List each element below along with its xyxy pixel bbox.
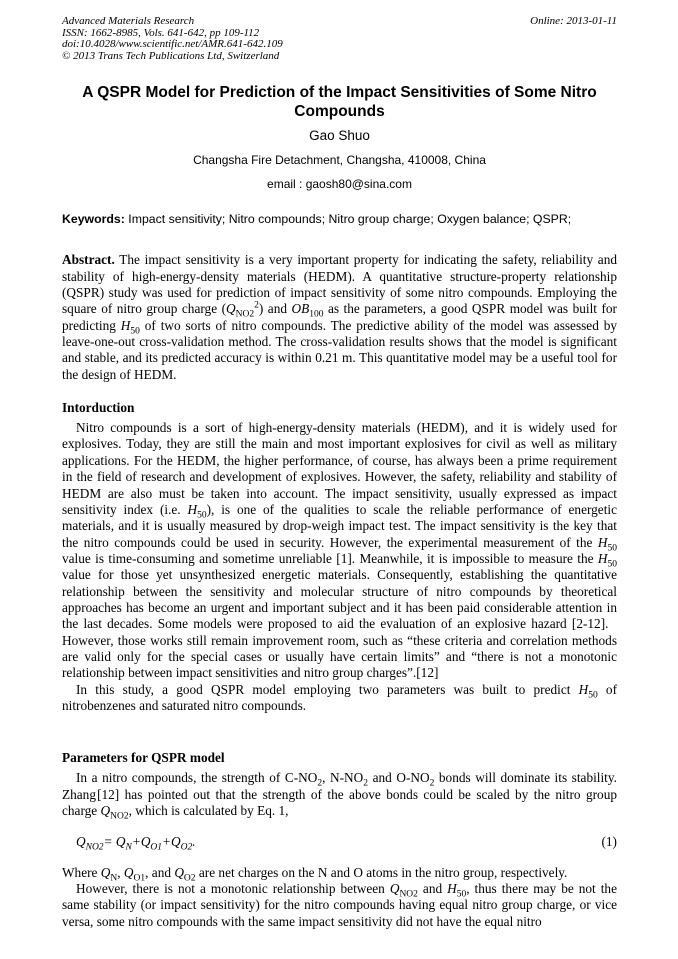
journal-header xyxy=(62,16,617,62)
parameters-paragraph-1: In a nitro compounds, the strength of $C-NO_2$, $N-NO_2$ and $O-NO_2$ bonds will dominate its stability. Zhang [12] has pointed out that the strength of the above bonds could be scaled by the nitro group charge $Q_{NO2}$, which is calculated by Eq. 1, xyxy=(62,770,617,822)
section-heading-introduction: Intorduction xyxy=(62,400,135,416)
parameters-paragraph-where: Where $Q_N$, $Q_{O1}$, and $Q_{O2}$ are net charges on the N and O atoms in the nitro group, respectively. xyxy=(62,864,568,884)
equation-1-body: $Q_{NO2}= Q_N+Q_{O1}+Q_{O2}$. xyxy=(76,834,196,853)
author-name: Gao Shuo xyxy=(309,128,370,144)
paper-title: A QSPR Model for Prediction of the Impact Sensitivities of Some Nitro Compounds xyxy=(82,84,597,121)
copyright-line: © 2013 Trans Tech Publications Ltd, Switzerland xyxy=(62,49,280,62)
journal-name: Advanced Materials Research xyxy=(62,15,195,27)
intro-paragraph-2: In this study, a good QSPR model employing two parameters was built to predict $H_{50}$ of nitrobenzenes and saturated nitro compounds. xyxy=(62,681,617,713)
parameters-paragraph-however: However, there is not a monotonic relationship between $Q_{NO2}$ and $H_{50}$, thus there may be not the same stability (or impact sensitivity) for the nitro compounds having equal nitro group charge, or vice versa, some nitro compounds with the same impact sensitivity did not have the equal nitro xyxy=(62,881,617,929)
abstract-paragraph xyxy=(62,252,617,383)
section-heading-parameters: Parameters for QSPR model xyxy=(62,750,225,766)
doi-line: doi:10.4028/www.scientific.net/AMR.641-642.109 xyxy=(62,38,283,51)
keywords-line xyxy=(62,212,617,227)
online-date: Online: 2013-01-11 xyxy=(530,15,617,27)
intro-paragraph-1: Nitro compounds is a sort of high-energy-density materials (HEDM), and it is widely used for explosives. Today, they are still the main and most important explosives for civil as well as military applications. For the HEDM, the higher performance, of course, has always been a prime requirement in the field of research and development of explosives. However, the safety, reliability and stability of HEDM are also must be taken into account. The impact sensitivity, usually expressed as impact sensitivity index (i.e. $H_{50}$), is one of the qualities to scale the reliable performance of energetic materials, and it is usually measured by drop-weigh impact test. The impact sensitivity is the key that the nitro compounds could be used in security. However, the experimental measurement of the $H_{50}$ value is time-consuming and sometime unreliable [1]. Meanwhile, it is impossible to measure the $H_{50}$ value for those yet unsynthesized energetic materials. Consequently, establishing the quantitative relationship between the sensitivity and molecular structure of nitro compounds by theoretical approaches has become an urgent and important subject and it has been paid considerable attention in the last decades. Some models were proposed to aid the evaluation of an explosive hazard [2-12]. However, those works still remain improvement room, such as “these criteria and correlation methods are valid only for the special cases or usually have certain limits” and “there is not a monotonic relationship between impact sensitivities and nitro group charges”.[12] xyxy=(62,420,617,681)
issn-line: ISSN: 1662-8985, Vols. 641-642, pp 109-112 xyxy=(62,26,260,39)
equation-1-number: (1) xyxy=(601,834,617,850)
keywords-text: Impact sensitivity; Nitro compounds; Nitro group charge; Oxygen balance; QSPR; xyxy=(128,212,572,227)
author-affiliation: Changsha Fire Detachment, Changsha, 410008, China xyxy=(193,153,486,168)
abstract-label: Abstract. xyxy=(62,252,115,268)
keywords-label: Keywords: xyxy=(62,212,125,227)
abstract-text: The impact sensitivity is a very important property for indicating the safety, reliability and stability of high-energy-density materials (HEDM). A quantitative structure-property relationship (QSPR) study was used for prediction of impact sensitivity of some nitro compounds. Employing the square of nitro group charge $(Q_{NO2}^2)$ and $OB_{100}$ as the parameters, a good QSPR model was built for predicting $H_{50}$ of two sorts of nitro compounds. The predictive ability of the model was assessed by leave-one-out cross-validation method. The cross-validation results shows that the model is significant and stable, and its predicted accuracy is within 0.21 m. This quantitative model may be a useful tool for the design of HEDM. xyxy=(62,252,618,382)
author-email: email : gaosh80@sina.com xyxy=(267,177,412,192)
equation-1 xyxy=(62,834,617,853)
journal-header-left xyxy=(62,16,283,62)
